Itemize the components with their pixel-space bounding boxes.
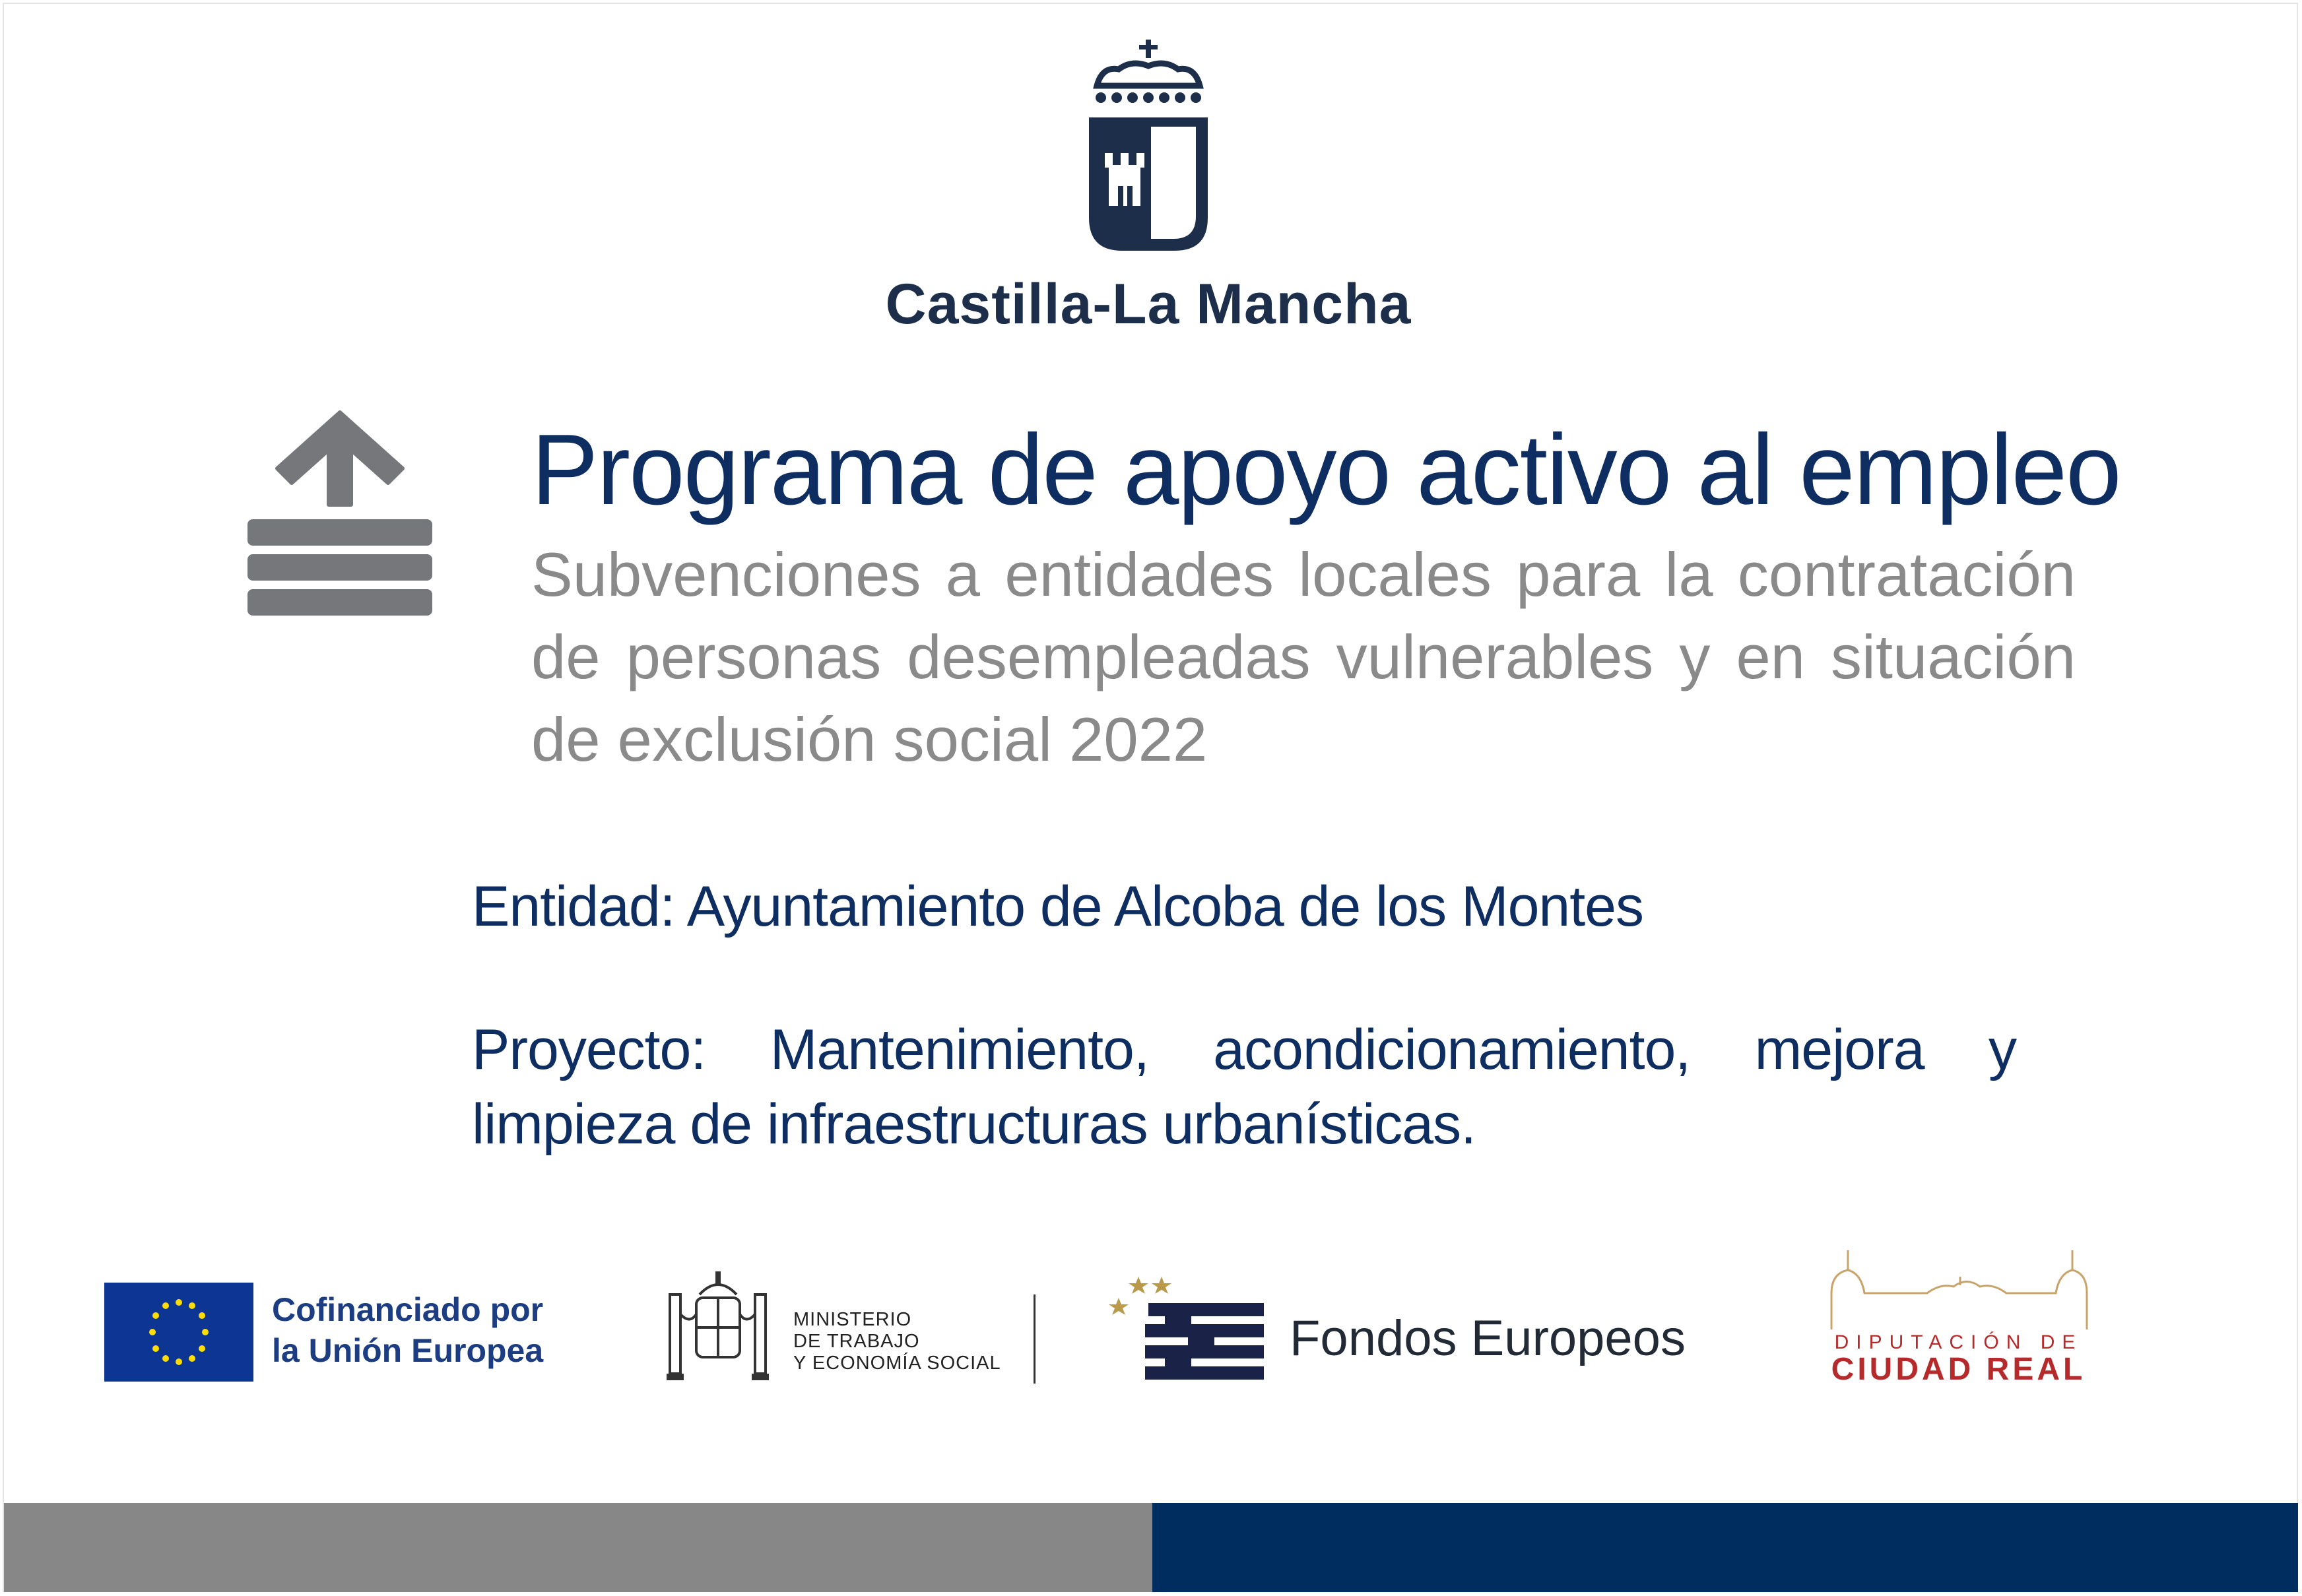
ministry-divider (1034, 1294, 1036, 1384)
footer-bar-navy (1152, 1503, 2298, 1592)
eu-text-line-1: Cofinanciado por (272, 1291, 544, 1328)
eu-flag-logo (104, 1283, 253, 1382)
upload-stack-icon (244, 406, 436, 623)
page-title: Programa de apoyo activo al empleo (531, 414, 2121, 526)
diputacion-text-line-1: DIPUTACIÓN DE (1834, 1331, 2083, 1353)
project-text: Proyecto: Mantenimiento, acondicionamiento, mejora y limpieza de infraestructuras urbanísticas. (472, 1018, 2016, 1156)
entity-text: Entidad: Ayuntamiento de Alcoba de los Montes (472, 875, 1643, 938)
footer-bar-grey (4, 1503, 1152, 1592)
diputacion-text-line-2: CIUDAD REAL (1831, 1352, 2086, 1387)
page-subtitle: Subvenciones a entidades locales para la contratación de personas desempleadas vulnerables y en situación de exclusión social 2022 (531, 540, 2076, 774)
spain-coat-of-arms-emblem (660, 1268, 775, 1387)
ministry-text-line-2: DE TRABAJO (793, 1331, 920, 1352)
ministry-text-line-1: MINISTERIO (793, 1309, 912, 1330)
fondos-europeos-icon (1109, 1277, 1267, 1384)
castilla-la-mancha-logo-text: Castilla-La Mancha (885, 272, 1412, 336)
eu-text-line-2: la Unión Europea (272, 1332, 544, 1369)
eu-cofinanced-text (272, 1289, 543, 1371)
ministry-text-line-3: Y ECONOMÍA SOCIAL (793, 1353, 1001, 1374)
diputacion-building-outline (1828, 1247, 2089, 1339)
ministry-text (793, 1309, 1001, 1374)
fondos-europeos-text: Fondos Europeos (1290, 1310, 1686, 1366)
castilla-la-mancha-crest-logo (1082, 40, 1214, 257)
